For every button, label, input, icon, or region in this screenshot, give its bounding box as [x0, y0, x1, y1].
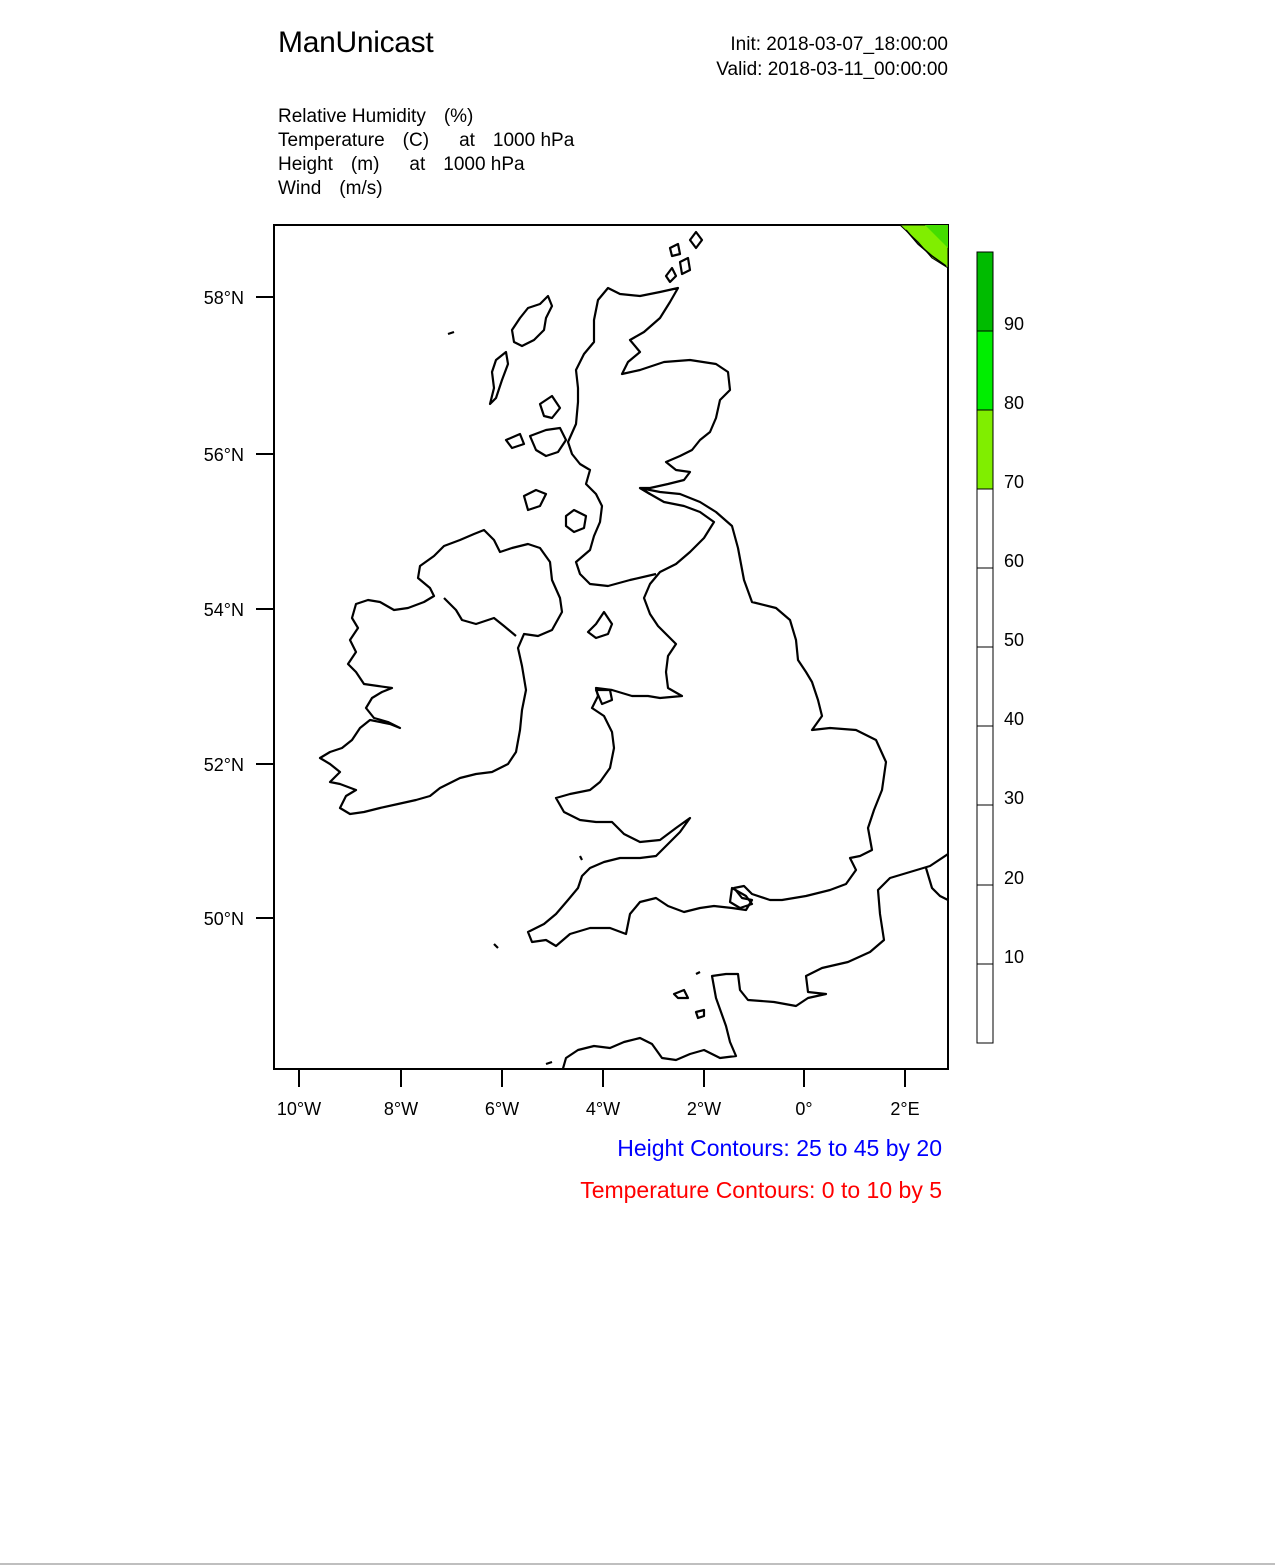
colorbar-label-90: 90 — [1004, 314, 1025, 334]
colorbar-box-90-100 — [977, 252, 993, 331]
lon-label-2e: 2°E — [890, 1099, 920, 1119]
lat-ticks — [256, 297, 274, 918]
field-unit: (C) — [402, 130, 430, 151]
field-at: at — [409, 154, 426, 175]
colorbar-label-50: 50 — [1004, 630, 1025, 650]
lon-label-0: 0° — [795, 1099, 813, 1119]
field-name: Wind — [278, 178, 322, 199]
colorbar-box-70-80 — [977, 410, 993, 489]
field-name: Temperature — [278, 130, 385, 151]
field-name: Relative Humidity — [278, 106, 426, 127]
field-unit: (m/s) — [339, 178, 383, 199]
chart-title: ManUnicast — [278, 26, 434, 59]
colorbar-box-0-10 — [977, 964, 993, 1043]
field-at: at — [459, 130, 475, 151]
init-time: Init: 2018-03-07_18:00:00 — [730, 34, 948, 55]
colorbar-label-60: 60 — [1004, 551, 1025, 571]
temperature-contours-note: Temperature Contours: 0 to 10 by 5 — [580, 1177, 942, 1203]
colorbar-box-30-40 — [977, 726, 993, 805]
colorbar-box-40-50 — [977, 647, 993, 726]
colorbar-label-70: 70 — [1004, 472, 1025, 492]
bottom-divider — [0, 1563, 1275, 1565]
lon-label-2w: 2°W — [686, 1099, 722, 1119]
colorbar — [977, 252, 993, 1043]
colorbar-box-50-60 — [977, 568, 993, 647]
lat-label-50n: 50°N — [203, 909, 244, 929]
lon-label-8w: 8°W — [383, 1099, 419, 1119]
lon-label-10w: 10°W — [276, 1099, 322, 1119]
colorbar-label-20: 20 — [1004, 868, 1025, 888]
field-level: 1000 hPa — [492, 130, 575, 151]
colorbar-label-40: 40 — [1004, 709, 1025, 729]
map-frame — [274, 225, 948, 1069]
colorbar-label-80: 80 — [1004, 393, 1025, 413]
height-contours-note: Height Contours: 25 to 45 by 20 — [617, 1135, 942, 1161]
colorbar-label-10: 10 — [1004, 947, 1025, 967]
lat-label-56n: 56°N — [203, 445, 244, 465]
lon-label-6w: 6°W — [484, 1099, 520, 1119]
colorbar-label-30: 30 — [1004, 788, 1025, 808]
colorbar-box-80-90 — [977, 331, 993, 410]
field-name: Height — [278, 154, 333, 175]
lat-label-52n: 52°N — [203, 755, 244, 775]
lon-label-4w: 4°W — [585, 1099, 621, 1119]
lon-ticks — [299, 1069, 905, 1087]
colorbar-box-20-30 — [977, 805, 993, 885]
field-level: 1000 hPa — [443, 154, 525, 175]
field-unit: (m) — [350, 154, 380, 175]
valid-time: Valid: 2018-03-11_00:00:00 — [716, 59, 948, 80]
colorbar-box-60-70 — [977, 489, 993, 568]
field-unit: (%) — [443, 106, 474, 127]
lat-label-58n: 58°N — [203, 288, 244, 308]
lat-label-54n: 54°N — [203, 600, 244, 620]
colorbar-box-10-20 — [977, 885, 993, 964]
